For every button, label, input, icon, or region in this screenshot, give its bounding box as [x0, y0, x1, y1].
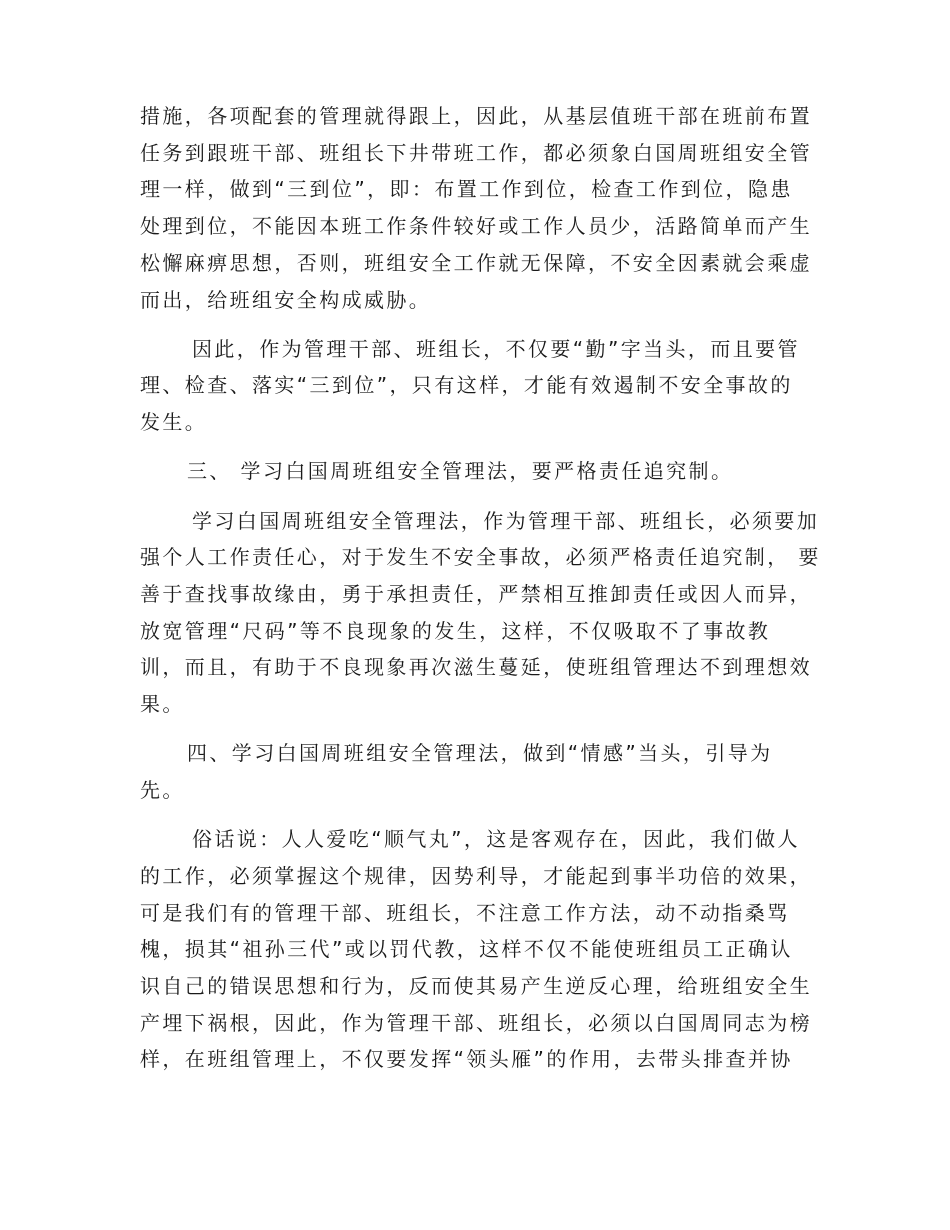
heading-line: 三、 学习白国周班组安全管理法，要严格责任追究制。 — [187, 459, 734, 484]
paragraph-line: 理一样，做到“三到位”，即：布置工作到位，检查工作到位，隐患 — [140, 177, 793, 202]
paragraph-line: 任务到跟班干部、班组长下井带班工作，都必须象白国周班组安全管 — [140, 140, 812, 165]
paragraph-line: 放宽管理“尺码”等不良现象的发生，这样，不仅吸取不了事故教 — [140, 618, 771, 643]
paragraph-line: 因此，作为管理干部、班组长，不仅要“勤”字当头，而且要管 — [192, 336, 800, 361]
paragraph-line: 松懈麻痹思想，否则，班组安全工作就无保障，不安全因素就会乘虚 — [140, 250, 812, 275]
paragraph-1 — [140, 98, 812, 318]
heading-line: 先。 — [140, 777, 185, 802]
paragraph-line: 样，在班组管理上，不仅要发挥“领头雁”的作用，去带头排查并协 — [140, 1047, 793, 1072]
heading-line: 四、学习白国周班组安全管理法，做到“情感”当头，引导为 — [187, 741, 773, 766]
section-heading-4 — [140, 735, 808, 808]
paragraph-2 — [140, 331, 808, 441]
paragraph-line: 而出，给班组安全构成威胁。 — [140, 287, 432, 312]
paragraph-line: 善于查找事故缘由，勇于承担责任，严禁相互推卸责任或因人而异， — [140, 581, 812, 606]
paragraph-line: 的工作，必须掌握这个规律，因势利导，才能起到事半功倍的效果， — [140, 863, 812, 888]
paragraph-line: 理、检查、落实“三到位”，只有这样，才能有效遏制不安全事故的 — [140, 373, 793, 398]
paragraph-line: 强个人工作责任心，对于发生不安全事故，必须严格责任追究制， 要 — [140, 545, 821, 570]
paragraph-line: 训，而且，有助于不良现象再次滋生蔓延，使班组管理达不到理想效 — [140, 655, 812, 680]
paragraph-line: 措施，各项配套的管理就得跟上，因此，从基层值班干部在班前布置 — [140, 104, 812, 128]
paragraph-line: 俗话说：人人爱吃“顺气丸”，这是客观存在，因此，我们做人 — [192, 827, 800, 852]
paragraph-line: 果。 — [140, 692, 185, 717]
section-heading-3 — [140, 453, 808, 490]
paragraph-line: 产埋下祸根，因此，作为管理干部、班组长，必须以白国周同志为榜 — [140, 1010, 812, 1035]
paragraph-3 — [140, 503, 821, 723]
paragraph-line: 处理到位，不能因本班工作条件较好或工作人员少，活路简单而产生 — [140, 214, 812, 239]
document-body — [140, 98, 821, 1078]
paragraph-line: 槐，损其“祖孙三代”或以罚代教，这样不仅不能使班组员工正确认 — [140, 937, 793, 962]
paragraph-line: 可是我们有的管理干部、班组长，不注意工作方法，动不动指桑骂 — [140, 900, 790, 925]
paragraph-line: 学习白国周班组安全管理法，作为管理干部、班组长，必须要加 — [192, 508, 820, 533]
paragraph-line: 识自己的错误思想和行为，反而使其易产生逆反心理，给班组安全生 — [140, 973, 812, 998]
paragraph-line: 发生。 — [140, 410, 208, 435]
paragraph-4 — [140, 821, 812, 1078]
